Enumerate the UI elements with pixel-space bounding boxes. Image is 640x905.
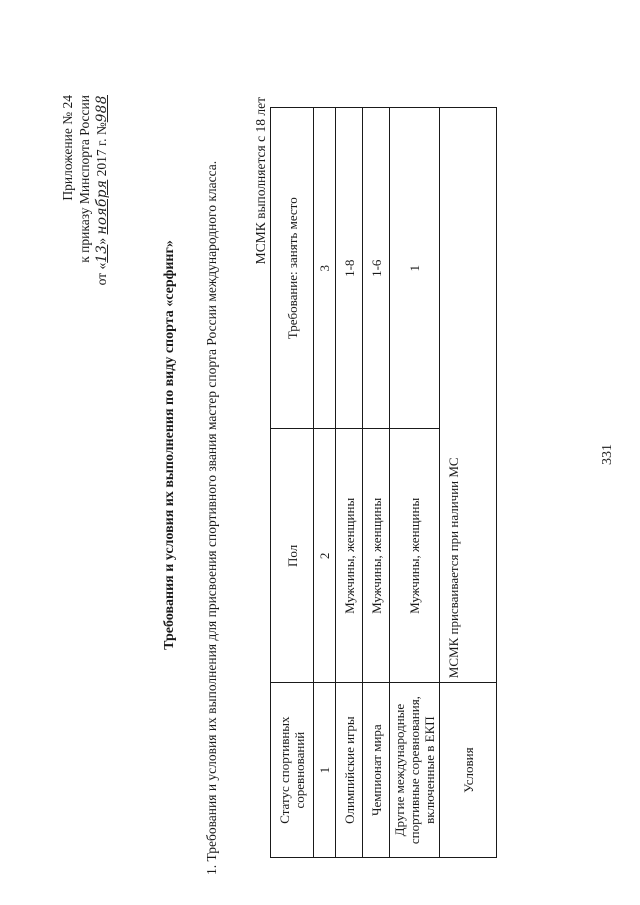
cell-place: 1-8 — [336, 108, 363, 430]
date-month: ноября — [94, 179, 110, 235]
table-number-row — [314, 108, 336, 858]
date-day: 13 — [94, 244, 110, 263]
cell-sex: Мужчины, женщины — [336, 429, 363, 683]
intro-paragraph: 1. Требования и условия их выполнения для присвоения спортивного звания мастер спорта России международного класса. — [204, 160, 219, 875]
conditions-row — [440, 108, 497, 858]
cell-status: Чемпионат мира — [363, 683, 390, 858]
cell-sex: Мужчины, женщины — [390, 429, 440, 683]
age-note: МСМК выполняется с 18 лет — [253, 97, 268, 265]
document-title: Требования и условия их выполнения по виду спорта «серфинг» — [162, 240, 177, 650]
table-header-row — [271, 108, 314, 858]
column-number-1: 1 — [314, 683, 336, 858]
table-row — [336, 108, 363, 858]
date-year: 2017 г. № — [94, 122, 109, 177]
date-mid: » — [94, 237, 109, 245]
table-row — [363, 108, 390, 858]
appendix-header — [59, 95, 111, 425]
requirements-table — [270, 107, 497, 858]
column-number-3: 3 — [314, 108, 336, 430]
page-number: 331 — [600, 444, 615, 465]
appendix-line-2: к приказу Минспорта России — [77, 95, 92, 263]
conditions-label: Условия — [440, 683, 497, 858]
cell-sex: Мужчины, женщины — [363, 429, 390, 683]
cell-place: 1 — [390, 108, 440, 430]
cell-status: Олимпийские игры — [336, 683, 363, 858]
conditions-text: МСМК присваивается при наличии МС — [440, 108, 497, 683]
cell-status: Другие международные спортивные соревнования, включенные в ЕКП — [390, 683, 440, 858]
appendix-line-1: Приложение № 24 — [60, 95, 75, 201]
table-row — [390, 108, 440, 858]
date-prefix: от « — [94, 262, 109, 286]
order-number: 988 — [94, 95, 110, 123]
appendix-date-line — [93, 95, 111, 425]
header-sex: Пол — [271, 429, 314, 683]
header-status: Статус спортивных соревнований — [271, 683, 314, 858]
cell-place: 1-6 — [363, 108, 390, 430]
header-place: Требование: занять место — [271, 108, 314, 430]
column-number-2: 2 — [314, 429, 336, 683]
